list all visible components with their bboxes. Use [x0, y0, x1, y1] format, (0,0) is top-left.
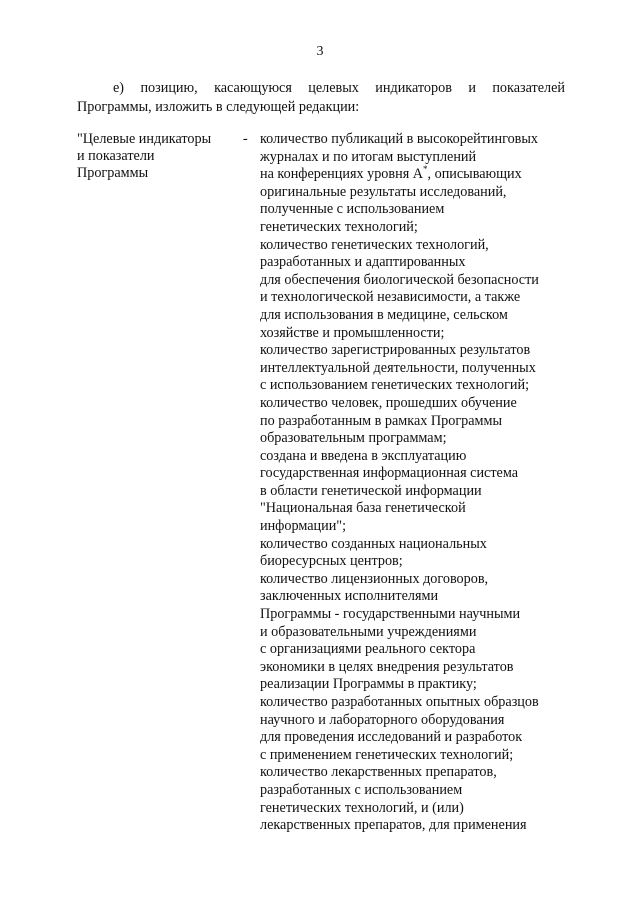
indicator-line: разработанных с использованием — [260, 781, 463, 798]
indicator-line: биоресурсных центров; — [260, 553, 403, 570]
indicator-line: и образовательными учреждениями — [260, 623, 477, 640]
indicator-line: образовательным программам; — [260, 430, 447, 447]
indicator-text: , описывающих — [427, 166, 522, 183]
indicator-line: полученные с использованием — [260, 201, 445, 218]
indicator-line: количество лекарственных препаратов, — [260, 764, 497, 781]
row-label-line: "Целевые индикаторы — [77, 131, 212, 147]
row-label-line: Программы — [77, 165, 149, 181]
indicator-line: для проведения исследований и разработок — [260, 729, 523, 746]
indicator-line: хозяйстве и промышленности; — [260, 324, 445, 341]
intro-line-1: е) позицию, касающуюся целевых индикаторов и показателей — [113, 80, 565, 96]
row-label — [77, 131, 237, 182]
indicator-line: генетических технологий, и (или) — [260, 799, 464, 816]
indicator-line: экономики в целях внедрения результатов — [260, 658, 514, 675]
indicator-line: с применением генетических технологий; — [260, 746, 514, 763]
intro-paragraph — [77, 79, 565, 117]
indicators-list — [260, 131, 570, 835]
indicator-line: количество человек, прошедших обучение — [260, 394, 517, 411]
indicator-line: журналах и по итогам выступлений — [260, 148, 477, 165]
indicator-line: количество генетических технологий, — [260, 236, 489, 253]
row-dash: - — [243, 131, 248, 147]
indicator-line: количество созданных национальных — [260, 535, 487, 552]
indicator-line: для обеспечения биологической безопасности — [260, 271, 539, 288]
indicator-line: для использования в медицине, сельском — [260, 306, 508, 323]
indicator-line: количество зарегистрированных результатов — [260, 342, 531, 359]
indicator-line: создана и введена в эксплуатацию — [260, 447, 467, 464]
indicator-line: количество публикаций в высокорейтинговых — [260, 131, 538, 147]
footnote-mark: * — [423, 164, 428, 175]
indicator-line: государственная информационная система — [260, 465, 519, 482]
indicator-line: разработанных и адаптированных — [260, 254, 466, 271]
row-label-line: и показатели — [77, 148, 155, 164]
indicator-line: научного и лабораторного оборудования — [260, 711, 505, 728]
indicator-line: реализации Программы в практику; — [260, 676, 477, 693]
indicator-line: в области генетической информации — [260, 482, 482, 499]
page-number: 3 — [316, 44, 324, 59]
indicator-text: на конференциях уровня А — [260, 166, 424, 183]
intro-line-2: Программы, изложить в следующей редакции: — [77, 99, 360, 115]
indicator-line: количество лицензионных договоров, — [260, 570, 489, 587]
indicator-line: "Национальная база генетической — [260, 500, 466, 517]
indicator-line: заключенных исполнителями — [260, 588, 439, 605]
indicator-line: с использованием генетических технологий; — [260, 377, 530, 394]
indicator-line: интеллектуальной деятельности, полученных — [260, 359, 536, 376]
indicator-line: Программы - государственными научными — [260, 606, 521, 623]
indicator-line: с организациями реального сектора — [260, 641, 476, 658]
indicator-line: количество разработанных опытных образцов — [260, 694, 539, 710]
indicator-line: и технологической независимости, а также — [260, 289, 521, 306]
indicator-line: генетических технологий; — [260, 218, 418, 235]
indicator-line: по разработанным в рамках Программы — [260, 412, 503, 429]
indicator-line: информации"; — [260, 518, 347, 535]
indicator-line: оригинальные результаты исследований, — [260, 183, 507, 200]
indicator-line — [260, 166, 570, 184]
indicator-line: лекарственных препаратов, для применения — [260, 817, 527, 834]
